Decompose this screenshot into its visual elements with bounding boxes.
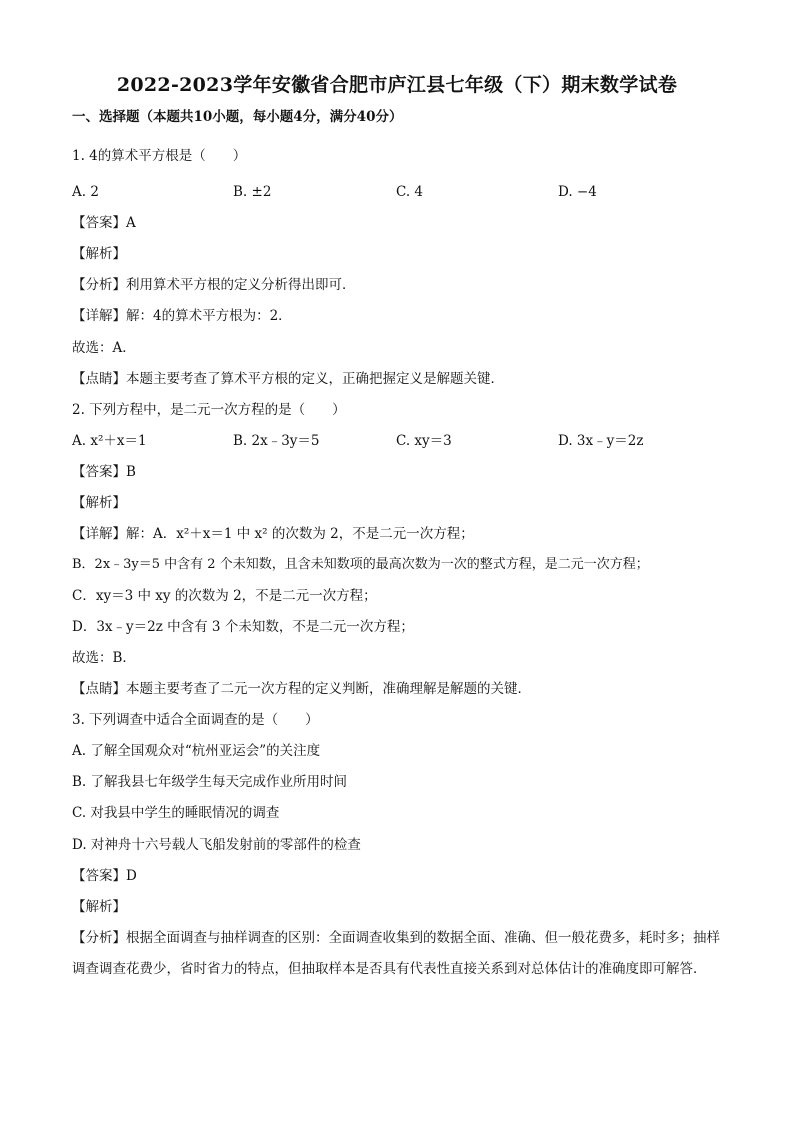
question-3-stem: 3. 下列调查中适合全面调查的是（ ） [72,712,319,728]
question-1-analysis-label: 【解析】 [72,246,126,262]
question-1-choice: 故选：A． [72,340,136,356]
question-2-option-a: A. x²＋x＝1 [72,433,147,449]
question-1-fenxi: 【分析】利用算术平方根的定义分析得出即可． [72,277,356,293]
page-title: 2022-2023学年安徽省合肥市庐江县七年级（下）期末数学试卷 [116,74,678,96]
question-1-option-a: A. 2 [72,184,99,200]
question-3-answer: 【答案】D [72,868,137,884]
question-2-option-c: C. xy＝3 [396,433,452,449]
question-3-option-c: C. 对我县中学生的睡眠情况的调查 [72,805,280,821]
question-1-option-d: D. −4 [558,184,597,200]
question-2-detail-c: C．xy＝3 中 xy 的次数为 2，不是二元一次方程； [72,588,377,604]
question-1-stem: 1. 4的算术平方根是（ ） [72,148,247,164]
question-3-option-a: A. 了解全国观众对“杭州亚运会”的关注度 [72,743,321,759]
question-2-option-b: B. 2x﹣3y＝5 [233,433,320,449]
question-2-detail-b: B．2x﹣3y＝5 中含有 2 个未知数，且含未知数项的最高次数为一次的整式方程，是二元一次方程； [72,557,649,572]
question-2-detail-d: D．3x﹣y＝2z 中含有 3 个未知数，不是二元一次方程； [72,619,414,635]
question-3-option-b: B. 了解我县七年级学生每天完成作业所用时间 [72,774,348,790]
question-1-option-b: B. ±2 [233,184,272,200]
question-2-option-d: D. 3x﹣y＝2z [558,433,644,449]
question-1-comment: 【点睛】本题主要考查了算术平方根的定义，正确把握定义是解题关键． [72,371,504,387]
question-2-analysis-label: 【解析】 [72,495,126,511]
question-1-answer: 【答案】A [72,215,136,231]
question-2-stem: 2. 下列方程中，是二元一次方程的是（ ） [72,402,346,418]
question-2-answer: 【答案】B [72,464,136,480]
question-1-detail: 【详解】解：4的算术平方根为：2． [72,308,292,324]
section-heading: 一、选择题（本题共10小题，每小题4分，满分40分） [72,109,403,125]
question-2-comment: 【点睛】本题主要考查了二元一次方程的定义判断，准确理解是解题的关键． [72,681,531,697]
question-3-fenxi: 【分析】根据全面调查与抽样调查的区别：全面调查收集到的数据全面、准确、但一般花费多，耗时多；抽样调查调查花费少，省时省力的特点，但抽取样本是否具有代表性直接关系到对总体估计的准确度即可解答． [72,930,720,977]
question-3-option-d: D. 对神舟十六号载人飞船发射前的零部件的检查 [72,837,361,853]
question-1-option-c: C. 4 [396,184,424,200]
question-2-choice: 故选：B． [72,650,136,666]
question-2-detail-a: 【详解】解：A．x²＋x＝1 中 x² 的次数为 2，不是二元一次方程； [72,526,474,542]
question-3-analysis-label: 【解析】 [72,899,126,915]
